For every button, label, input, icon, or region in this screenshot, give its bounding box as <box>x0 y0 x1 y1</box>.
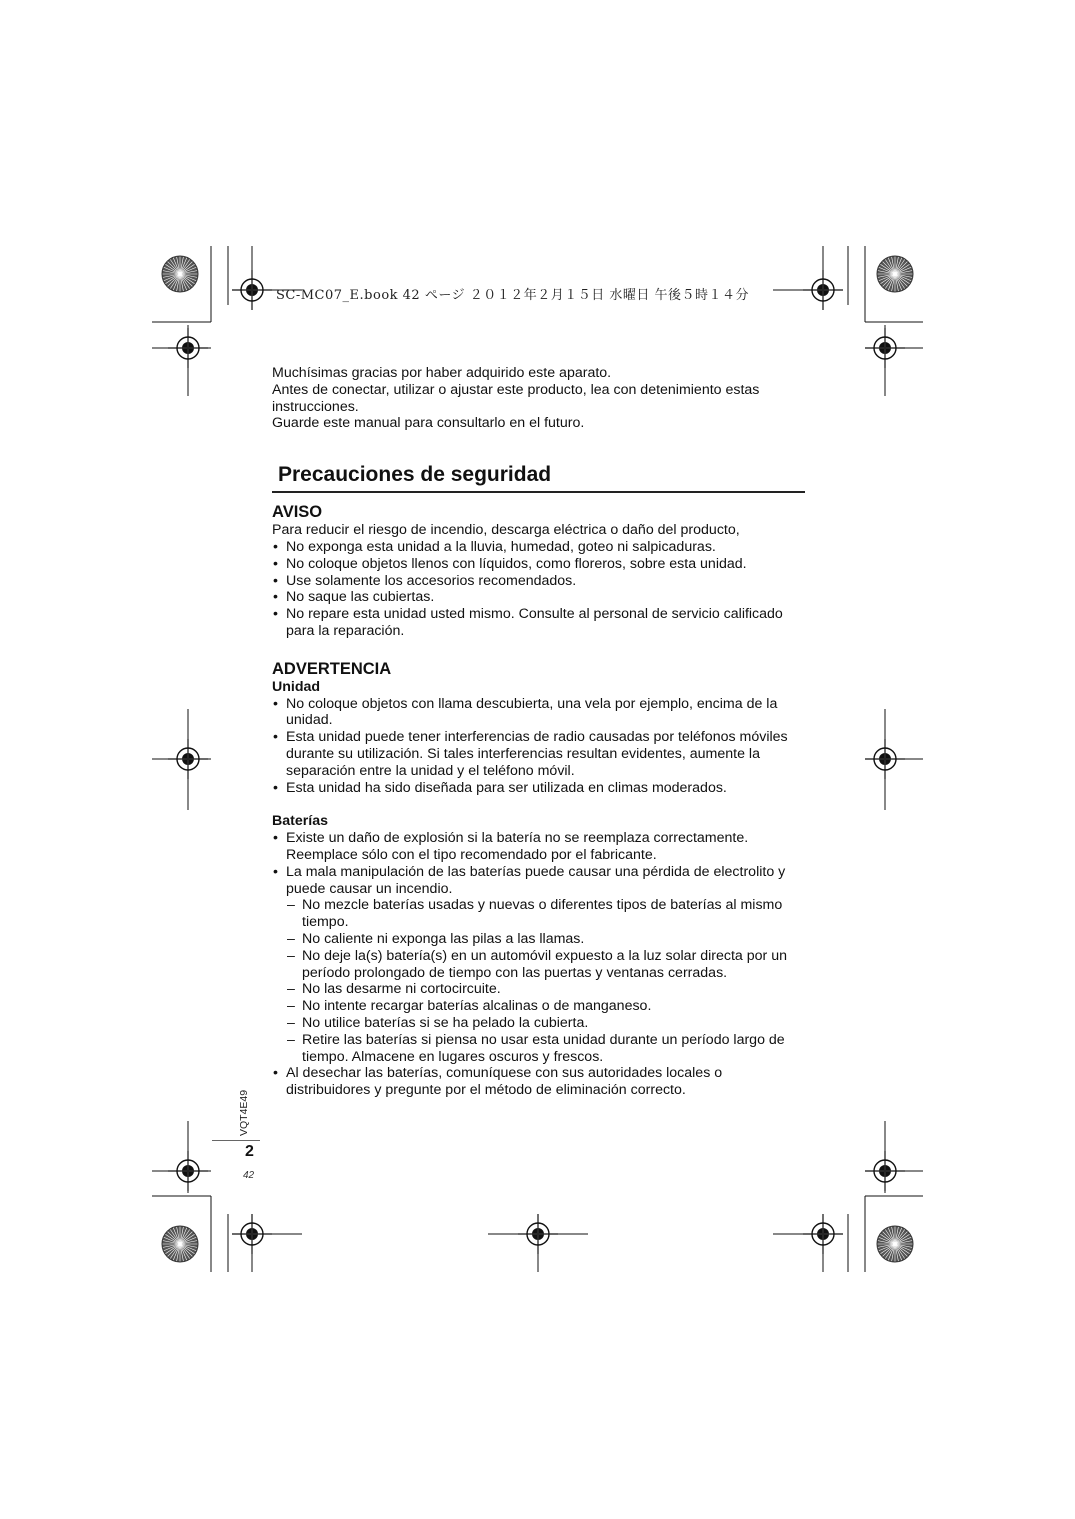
sub-list-item: – No caliente ni exponga las pilas a las llamas. <box>272 931 807 948</box>
intro-block <box>272 365 807 432</box>
list-item: • No exponga esta unidad a la lluvia, humedad, goteo ni salpicaduras. <box>272 539 807 556</box>
footer-divider <box>212 1140 260 1141</box>
sub-list-item: – No mezcle baterías usadas y nuevas o diferentes tipos de baterías al mismo tiempo. <box>272 897 807 931</box>
star-target-icon <box>162 256 198 292</box>
star-target-icon <box>877 1226 913 1262</box>
page-content <box>272 365 807 1099</box>
sub-list-item: – No deje la(s) batería(s) en un automóvil expuesto a la luz solar directa por un período prolongado de tiempo con las puertas y ventanas cerradas. <box>272 948 807 982</box>
sub-list-item: – No utilice baterías si se ha pelado la cubierta. <box>272 1015 807 1032</box>
list-item: • No repare esta unidad usted mismo. Consulte al personal de servicio calificado para la reparación. <box>272 606 807 640</box>
sub-list-item: – No las desarme ni cortocircuite. <box>272 981 807 998</box>
list-item: • Esta unidad ha sido diseñada para ser utilizada en climas moderados. <box>272 780 807 797</box>
unidad-heading: Unidad <box>272 678 321 695</box>
list-item: • Use solamente los accesorios recomendados. <box>272 573 807 590</box>
intro-line: Guarde este manual para consultarlo en el futuro. <box>272 415 585 432</box>
list-item: • Al desechar las baterías, comuníquese con sus autoridades locales o distribuidores y pregunte por el método de eliminación correcto. <box>272 1065 807 1099</box>
sub-list-item: – No intente recargar baterías alcalinas o de manganeso. <box>272 998 807 1015</box>
list-item: • No coloque objetos con llama descubierta, una vela por ejemplo, encima de la unidad. <box>272 696 807 730</box>
intro-line: Muchísimas gracias por haber adquirido este aparato. <box>272 365 612 381</box>
list-item <box>272 864 807 1066</box>
section-title: Precauciones de seguridad <box>278 463 552 487</box>
aviso-lead: Para reducir el riesgo de incendio, descarga eléctrica o daño del producto, <box>272 522 740 539</box>
page-number: 2 <box>245 1143 254 1160</box>
advertencia-heading: ADVERTENCIA <box>272 659 392 678</box>
section-divider <box>272 491 805 493</box>
baterias-list <box>272 830 807 1099</box>
list-item: • No coloque objetos llenos con líquidos, como floreros, sobre esta unidad. <box>272 556 807 573</box>
baterias-heading: Baterías <box>272 813 328 830</box>
print-slug-line: SC-MC07_E.book 42 ページ ２０１２年２月１５日 水曜日 午後５時１４分 <box>276 288 749 303</box>
aviso-list <box>272 539 807 640</box>
star-target-icon <box>877 256 913 292</box>
intro-line: Antes de conectar, utilizar o ajustar este producto, lea con detenimiento estas instrucciones. <box>272 381 760 415</box>
list-item: • Existe un daño de explosión si la batería no se reemplaza correctamente. Reemplace sólo con el tipo recomendado por el fabricante. <box>272 830 807 864</box>
list-item: • Esta unidad puede tener interferencias de radio causadas por teléfonos móviles durante su utilización. Si tales interferencias resultan evidentes, aumente la separación entre la unidad y el teléfono móvil. <box>272 729 807 779</box>
model-code: VQT4E49 <box>238 1089 250 1136</box>
aviso-heading: AVISO <box>272 503 323 522</box>
baterias-sub-list <box>272 897 807 1065</box>
list-item: • No saque las cubiertas. <box>272 589 807 606</box>
list-item-text: La mala manipulación de las baterías puede causar una pérdida de electrolito y puede causar un incendio. <box>286 863 786 897</box>
star-target-icon <box>162 1226 198 1262</box>
page-sub-number: 42 <box>243 1170 255 1181</box>
sub-list-item: – Retire las baterías si piensa no usar esta unidad durante un período largo de tiempo. Almacene en lugares oscuros y frescos. <box>272 1032 807 1066</box>
unidad-list <box>272 696 807 797</box>
